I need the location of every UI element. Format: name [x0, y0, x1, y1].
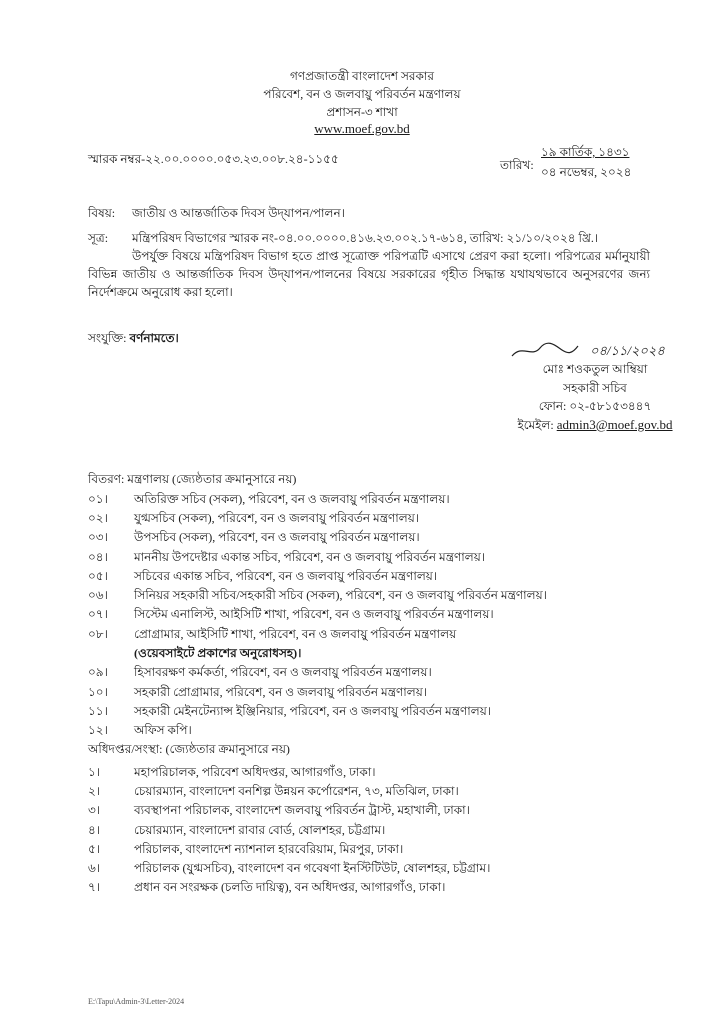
item-number: ৬। [88, 861, 101, 876]
item-number: ০২। [88, 510, 108, 525]
list-item [88, 841, 688, 860]
date-gregorian: ০৪ নভেম্বর, ২০২৪ [541, 165, 632, 179]
agencies-heading: অধিদপ্তর/সংস্থা: (জ্যেষ্ঠতার ক্রমানুসারে নয়) [88, 742, 290, 756]
item-text: উপসচিব (সকল), পরিবেশ, বন ও জলবায়ু পরিবর্তন মন্ত্রণালয়। [134, 530, 420, 545]
item-text: সহকারী মেইনটেন্যান্স ইঞ্জিনিয়ার, পরিবেশ, বন ও জলবায়ু পরিবর্তন মন্ত্রণালয়। [134, 703, 492, 718]
item-number: ০৭। [88, 607, 108, 622]
signatory-name: মোঃ শওকতুল আম্বিয়া [542, 362, 648, 376]
item-text: পরিচালক (যুগ্মসচিব), বাংলাদেশ বন গবেষণা ইনস্টিটিউট, ষোলশহর, চট্টগ্রাম। [134, 861, 491, 876]
item-number: ৪। [88, 822, 101, 837]
item-number: ১১। [88, 703, 108, 718]
item-text: মাননীয় উপদেষ্টার একান্ত সচিব, পরিবেশ, বন ও জলবায়ু পরিবর্তন মন্ত্রণালয়। [134, 549, 486, 564]
item-text: মহাপরিচালক, পরিবেশ অধিদপ্তর, আগারগাঁও, ঢাকা। [134, 764, 376, 779]
agencies-list [88, 764, 688, 899]
item-text: অফিস কপি। [134, 723, 192, 738]
signature-date: ০৪/১১/২০২৪ [590, 343, 665, 358]
list-item [88, 703, 688, 722]
signature-block [470, 340, 720, 434]
list-item [88, 665, 688, 684]
item-text: সহকারী প্রোগ্রামার, পরিবেশ, বন ও জলবায়ু পরিবর্তন মন্ত্রণালয়। [134, 684, 428, 699]
handwritten-signature-icon [510, 340, 580, 360]
list-item [88, 607, 688, 626]
item-number: ০৮। [88, 626, 108, 641]
list-item [88, 803, 688, 822]
item-number: ০৫। [88, 568, 108, 583]
list-item [88, 510, 688, 529]
item-number: ৩। [88, 803, 101, 818]
item-text: পরিচালক, বাংলাদেশ ন্যাশনাল হারবেরিয়াম, মিরপুর, ঢাকা। [134, 841, 404, 856]
ministry-name: পরিবেশ, বন ও জলবায়ু পরিবর্তন মন্ত্রণালয় [263, 87, 461, 101]
item-text: ব্যবস্থাপনা পরিচালক, বাংলাদেশ জলবায়ু পরিবর্তন ট্রাস্ট, মহাখালী, ঢাকা। [134, 803, 470, 818]
branch-name: প্রশাসন-৩ শাখা [326, 105, 398, 119]
file-path-footer: E:\Tapu\Admin-3\Letter-2024 [88, 997, 185, 1006]
list-item [88, 491, 688, 510]
email-link[interactable]: admin3@moef.gov.bd [556, 416, 673, 432]
item-text: সিনিয়র সহকারী সচিব/সহকারী সচিব (সকল), পরিবেশ, বন ও জলবায়ু পরিবর্তন মন্ত্রণালয়। [134, 588, 547, 603]
item-number: ০৬। [88, 588, 108, 603]
item-text: সিস্টেম এনালিস্ট, আইসিটি শাখা, পরিবেশ, বন ও জলবায়ু পরিবর্তন মন্ত্রণালয়। [134, 607, 494, 622]
item-number: ৭। [88, 880, 101, 895]
subject-label: বিষয়: [88, 206, 116, 220]
item-number: ০৩। [88, 530, 108, 545]
distribution-list [88, 491, 688, 742]
item-number: ১। [88, 764, 101, 779]
item-text: চেয়ারম্যান, বাংলাদেশ বনশিল্প উন্নয়ন কর্পোরেশন, ৭৩, মতিঝিল, ঢাকা। [134, 783, 459, 798]
item-text: প্রোগ্রামার, আইসিটি শাখা, পরিবেশ, বন ও জলবায়ু পরিবর্তন মন্ত্রণালয় [134, 626, 457, 641]
item-number: ০১। [88, 491, 108, 506]
signature [470, 340, 720, 360]
item-number: ২। [88, 783, 101, 798]
list-item [88, 626, 688, 645]
list-item [88, 549, 688, 568]
body-paragraph: উপর্যুক্ত বিষয়ে মন্ত্রিপরিষদ বিভাগ হতে প্রাপ্ত সূত্রোক্ত পরিপত্রটি এসাথে প্রেরণ করা হলো। পরিপত্রের মর্মানুযায়ী বিভিন্ন জাতীয় ও আন্তর্জাতিক দিবস উদ্‌যাপন/পালনের বিষয়ে সরকারের গৃহীত সিদ্ধান্ত যথাযথভাবে অনুসরণের জন্য নির্দেশক্রমে অনুরোধ করা হলো। [88, 249, 650, 299]
list-item [88, 723, 688, 742]
distribution-heading: বিতরণ: মন্ত্রণালয় (জ্যেষ্ঠতার ক্রমানুসারে নয়) [88, 472, 297, 486]
item-text: অতিরিক্ত সচিব (সকল), পরিবেশ, বন ও জলবায়ু পরিবর্তন মন্ত্রণালয়। [134, 491, 450, 506]
attachment-label: সংযুক্তি: [88, 331, 127, 345]
item-text: সচিবের একান্ত সচিব, পরিবেশ, বন ও জলবায়ু পরিবর্তন মন্ত্রণালয়। [134, 568, 438, 583]
list-item [88, 822, 688, 841]
item-text: যুগ্মসচিব (সকল), পরিবেশ, বন ও জলবায়ু পরিবর্তন মন্ত্রণালয়। [134, 510, 420, 525]
item-number: ১০। [88, 684, 108, 699]
subject-text: জাতীয় ও আন্তর্জাতিক দিবস উদ্‌যাপন/পালন। [132, 206, 345, 220]
signatory-email-line [470, 416, 720, 435]
list-item [88, 764, 688, 783]
email-label: ইমেইল: [517, 417, 554, 432]
attachment-text: বর্ণনামতে। [129, 331, 179, 345]
website-link[interactable]: www.moef.gov.bd [314, 121, 410, 136]
signatory-phone: ফোন: ০২-৫৮১৫৩৪৪৭ [538, 399, 652, 413]
list-item-note [88, 645, 688, 664]
item-number: ৫। [88, 841, 101, 856]
item-number: ০৪। [88, 549, 108, 564]
item-text: চেয়ারম্যান, বাংলাদেশ রাবার বোর্ড, ষোলশহর, চট্টগ্রাম। [134, 822, 386, 837]
reference-label: সূত্র: [88, 231, 109, 245]
item-note: (ওয়েবসাইটে প্রকাশের অনুরোধসহ)। [134, 646, 302, 661]
list-item [88, 860, 688, 879]
item-text: প্রধান বন সংরক্ষক (চলতি দায়িত্ব), বন অধিদপ্তর, আগারগাঁও, ঢাকা। [134, 880, 446, 895]
list-item [88, 530, 688, 549]
memo-number: স্মারক নম্বর-২২.০০.০০০০.০৫৩.২৩.০০৮.২৪-১১৫৫ [88, 152, 339, 166]
list-item [88, 684, 688, 703]
item-text: হিসাবরক্ষণ কর্মকর্তা, পরিবেশ, বন ও জলবায়ু পরিবর্তন মন্ত্রণালয়। [134, 665, 432, 680]
list-item [88, 568, 688, 587]
list-item [88, 587, 688, 606]
date-bangla: ১৯ কার্তিক, ১৪৩১ [541, 145, 630, 159]
item-number: ০৯। [88, 665, 108, 680]
list-item [88, 880, 688, 899]
item-number: ১২। [88, 723, 108, 738]
attachment-line [88, 330, 179, 350]
date-label: তারিখ: [500, 158, 534, 172]
government-name: গণপ্রজাতন্ত্রী বাংলাদেশ সরকার [289, 69, 435, 83]
signatory-designation: সহকারী সচিব [563, 380, 627, 395]
reference-text: মন্ত্রিপরিষদ বিভাগের স্মারক নং-০৪.০০.০০০০.৪১৬.২৩.০০২.১৭-৬১৪, তারিখ: ২১/১০/২০২৪ খ্রি.। [132, 231, 599, 245]
list-item [88, 783, 688, 802]
